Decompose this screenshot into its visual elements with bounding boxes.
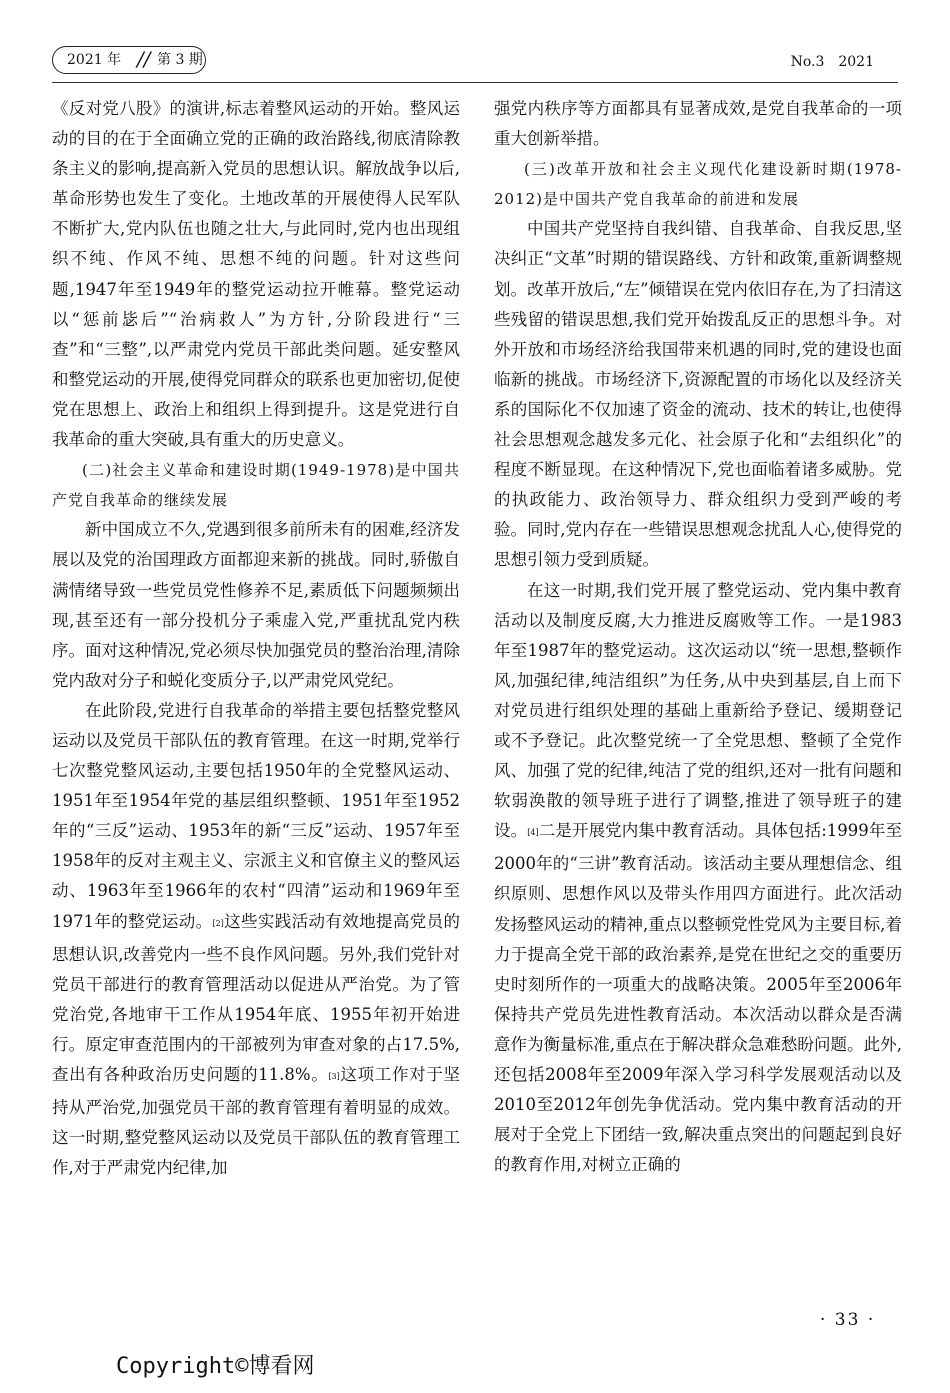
paragraph-text: 这些实践活动有效地提高党员的思想认识,改善党内一些不良作风问题。另外,我们党针对党员干部进行的教育管理活动以促进从严治党。为了管党治党,各地审干工作从1954年底、1955年初开始进行。原定审查范围内的干部被列为审查对象的占17.5%,查出有各种政治历史问题的11.8%。 <box>52 911 461 1084</box>
header-divider <box>52 82 898 83</box>
paragraph-text: 在此阶段,党进行自我革命的举措主要包括整党整风运动以及党员干部队伍的教育管理。在这一时期,党举行七次整党整风运动,主要包括1950年的全党整风运动、1951年至1954年党的基层组织整顿、1951年至1952年的“三反”运动、1953年的新“三反”运动、1957年至1958年的反对主观主义、宗派主义和官僚主义的整风运动、1963年至1966年的农村“四清”运动和1969年至1971年的整党运动。 <box>52 700 460 931</box>
section-heading-3: (三)改革开放和社会主义现代化建设新时期(1978-2012)是中国共产党自我革命的前进和发展 <box>494 160 902 209</box>
right-column <box>494 94 902 1180</box>
paragraph: 新中国成立不久,党遇到很多前所未有的困难,经济发展以及党的治国理政方面都迎来新的挑战。同时,骄傲自满情绪导致一些党员党性修养不足,素质低下问题频频出现,甚至还有一部分投机分子乘虚入党,严重扰乱党内秩序。面对这种情况,党必须尽快加强党员的整治治理,清除党内敌对分子和蜕化变质分子,以严肃党风党纪。 <box>52 520 460 690</box>
issue-separator: // <box>137 47 151 71</box>
page-number: · 33 · <box>820 1310 876 1330</box>
paragraph <box>494 576 902 1181</box>
citation-3: [3] <box>328 1072 340 1081</box>
paragraph: 强党内秩序等方面都具有显著成效,是党自我革命的一项重大创新举措。 <box>494 99 902 149</box>
issue-label-right: No.3 2021 <box>790 54 874 70</box>
copyright-notice: Copyright©博看网 <box>116 1354 315 1379</box>
left-column <box>52 94 460 1183</box>
paragraph <box>52 696 460 1184</box>
paragraph: 《反对党八股》的演讲,标志着整风运动的开始。整风运动的目的在于全面确立党的正确的政治路线,彻底清除教条主义的影响,提高新入党员的思想认识。解放战争以后,革命形势也发生了变化。土地改革的开展使得人民军队不断扩大,党内队伍也随之壮大,与此同时,党内也出现组织不纯、作风不纯、思想不纯的问题。针对这些问题,1947年至1949年的整党运动拉开帷幕。整党运动以“惩前毖后”“治病救人”为方针,分阶段进行“三查”和“三整”,以严肃党内党员干部此类问题。延安整风和整党运动的开展,使得党同群众的联系也更加密切,促使党在思想上、政治上和组织上得到提升。这是党进行自我革命的重大突破,具有重大的历史意义。 <box>52 99 460 450</box>
section-heading-2: (二)社会主义革命和建设时期(1949-1978)是中国共产党自我革命的继续发展 <box>52 461 460 510</box>
issue-badge <box>52 46 206 74</box>
paragraph-text: 在这一时期,我们党开展了整党运动、党内集中教育活动以及制度反腐,大力推进反腐败等工作。一是1983年至1987年的整党运动。这次运动以“统一思想,整顿作风,加强纪律,纯洁组织”为任务,从中央到基层,自上而下对党员进行组织处理的基础上重新给予登记、缓期登记或不予登记。此次整党统一了全党思想、整顿了全党作风、加强了党的纪律,纯洁了党的组织,还对一批有问题和软弱涣散的领导班子进行了调整,推进了领导班子的建设。 <box>494 580 902 841</box>
paragraph-text: 二是开展党内集中教育活动。具体包括:1999年至2000年的“三讲”教育活动。该活动主要从理想信念、组织原则、思想作风以及带头作用四方面进行。此次活动发扬整风运动的精神,重点以整顿党性党风为主要目标,着力于提高全党干部的政治素养,是党在世纪之交的重要历史时刻所作的一项重大的战略决策。2005年至2006年保持共产党员先进性教育活动。本次活动以群众是否满意作为衡量标准,重点在于解决群众急难愁盼问题。此外,还包括2008年至2009年深入学习科学发展观活动以及2010至2012年创先争优活动。党内集中教育活动的开展对于全党上下团结一致,解决重点突出的问题起到良好的教育作用,对树立正确的 <box>494 821 903 1175</box>
citation-2: [2] <box>212 918 224 928</box>
paragraph: 中国共产党坚持自我纠错、自我革命、自我反思,坚决纠正“文革”时期的错误路线、方针和政策,重新调整规划。改革开放后,“左”倾错误在党内依旧存在,为了扫清这些残留的错误思想,我们党开始拨乱反正的思想斗争。对外开放和市场经济给我国带来机遇的同时,党的建设也面临新的挑战。市场经济下,资源配置的市场化以及经济关系的国际化不仅加速了资金的流动、技术的转让,也使得社会思想观念越发多元化、社会原子化和“去组织化”的程度不断显现。在这种情况下,党也面临着诸多威胁。党的执政能力、政治领导力、群众组织力受到严峻的考验。同时,党内存在一些错误思想观念扰乱人心,使得党的思想引领力受到质疑。 <box>494 219 902 570</box>
issue-year: 2021 年 <box>67 52 122 68</box>
issue-number: 第 3 期 <box>157 52 203 68</box>
citation-4: [4] <box>527 828 539 838</box>
paragraph-text: 这项工作对于坚持从严治党,加强党员干部的教育管理有着明显的成效。这一时期,整党整风运动以及党员干部队伍的教育管理工作,对于严肃党内纪律,加 <box>52 1065 460 1178</box>
